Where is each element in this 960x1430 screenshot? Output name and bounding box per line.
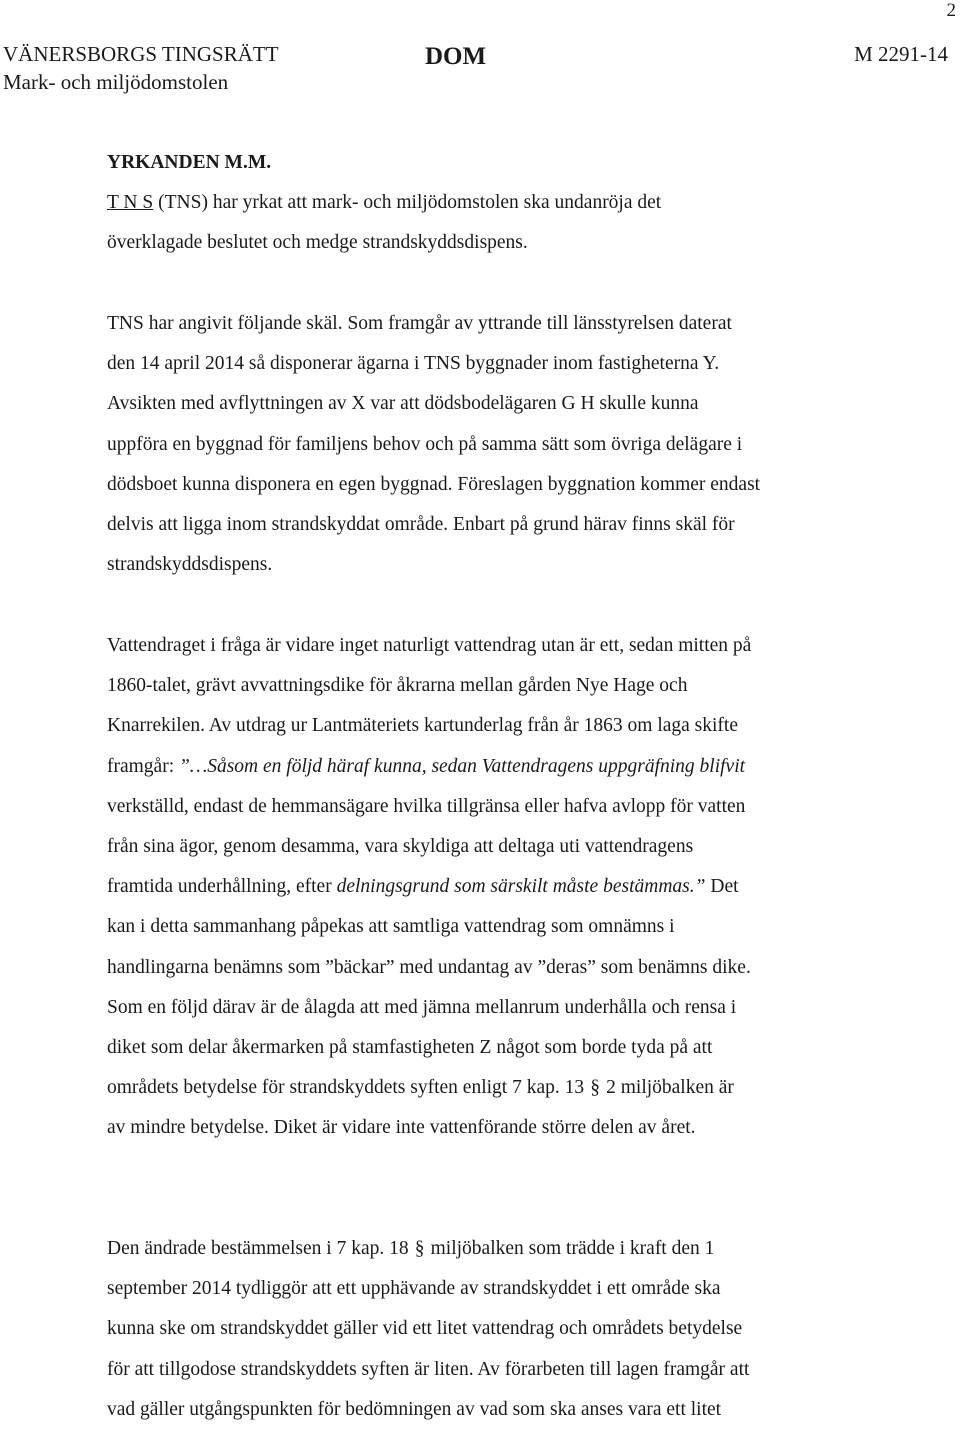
section-symbol: § (414, 1238, 425, 1259)
paragraph-line: vad gäller utgångspunkten för bedömningen av vad som ska anses vara ett litet (107, 1398, 722, 1420)
paragraph-line: september 2014 tydliggör att ett upphävande av strandskyddet i ett område ska (107, 1278, 721, 1300)
paragraph-line: handlingarna benämns som ”bäckar” med undantag av ”deras” som benämns dike. (107, 956, 751, 978)
page-number: 2 (946, 0, 956, 21)
paragraph-line: av mindre betydelse. Diket är vidare inte vattenförande större delen av året. (107, 1117, 696, 1139)
text-run: Den ändrade bestämmelsen i 7 kap. 18 (107, 1238, 409, 1259)
paragraph-line: uppföra en byggnad för familjens behov och på samma sätt som övriga delägare i (107, 433, 743, 455)
paragraph-line (107, 1229, 907, 1269)
paragraph-line: Vattendraget i fråga är vidare inget naturligt vattendrag utan är ett, sedan mitten på (107, 635, 752, 656)
text-run: framtida underhållning, efter (107, 876, 337, 898)
section-symbol: § (590, 1077, 600, 1099)
paragraph-line: verkställd, endast de hemmansägare hvilka tillgränsa eller hafva avlopp för vatten (107, 795, 746, 817)
paragraph-line: den 14 april 2014 så disponerar ägarna i TNS byggnader inom fastigheterna Y. (107, 353, 720, 375)
paragraph-line: 1860-talet, grävt avvattningsdike för åkrarna mellan gården Nye Hage och (107, 675, 688, 697)
paragraph-line: överklagade beslutet och medge strandskyddsdispens. (107, 232, 528, 254)
section-reasons (107, 304, 907, 585)
paragraph-line: för att tillgodose strandskyddets syften är liten. Av förarbeten till lagen framgår att (107, 1358, 750, 1380)
text-run: Det (705, 876, 739, 898)
document-type: DOM (425, 43, 487, 70)
case-number: M 2291-14 (854, 42, 948, 66)
quotation: delningsgrund som särskilt måste bestämmas.” (336, 876, 706, 898)
text-run: framgår: (107, 755, 180, 777)
text-run: 2 miljöbalken är (606, 1077, 734, 1099)
quotation: ”…Såsom en följd häraf kunna, sedan Vattendragens uppgräfning blifvit (179, 755, 746, 777)
paragraph-line: delvis att ligga inom strandskyddat område. Enbart på grund härav finns skäl för (107, 513, 735, 535)
paragraph-line: Knarrekilen. Av utdrag ur Lantmäteriets kartunderlag från år 1863 om laga skifte (107, 715, 738, 737)
paragraph-line: diket som delar åkermarken på stamfastigheten Z något som borde tyda på att (107, 1036, 713, 1058)
section-claims (107, 143, 907, 264)
text-run: (TNS) har yrkat att mark- och miljödomstolen ska undanröja det (153, 192, 662, 214)
text-run: miljöbalken som trädde i kraft den 1 (430, 1238, 715, 1259)
paragraph-line: kunna ske om strandskyddet gäller vid ett litet vattendrag och områdets betydelse (107, 1318, 743, 1340)
paragraph-line (107, 1068, 907, 1108)
paragraph-line (107, 867, 907, 907)
section-heading: YRKANDEN M.M. (107, 152, 272, 173)
party-name: T N S (107, 192, 154, 214)
text-run: områdets betydelse för strandskyddets syften enligt 7 kap. 13 (107, 1077, 585, 1099)
court-name: VÄNERSBORGS TINGSRÄTT (3, 42, 279, 66)
paragraph-line: TNS har angivit följande skäl. Som framgår av yttrande till länsstyrelsen daterat (107, 313, 732, 334)
section-amended-provision (107, 1229, 907, 1430)
court-department: Mark- och miljödomstolen (3, 70, 229, 94)
paragraph-line: Avsikten med avflyttningen av X var att dödsbodelägaren G H skulle kunna (107, 393, 699, 415)
section-watercourse (107, 626, 907, 1148)
paragraph-line: strandskyddsdispens. (107, 554, 273, 576)
paragraph-line: Som en följd därav är de ålagda att med jämna mellanrum underhålla och rensa i (107, 996, 737, 1018)
paragraph-line (107, 183, 907, 223)
paragraph-line: dödsboet kunna disponera en egen byggnad. Föreslagen byggnation kommer endast (107, 473, 761, 495)
paragraph-line: från sina ägor, genom desamma, vara skyldiga att deltaga uti vattendragens (107, 835, 694, 857)
paragraph-line: kan i detta sammanhang påpekas att samtliga vattendrag som omnämns i (107, 916, 675, 938)
paragraph-line (107, 747, 907, 787)
